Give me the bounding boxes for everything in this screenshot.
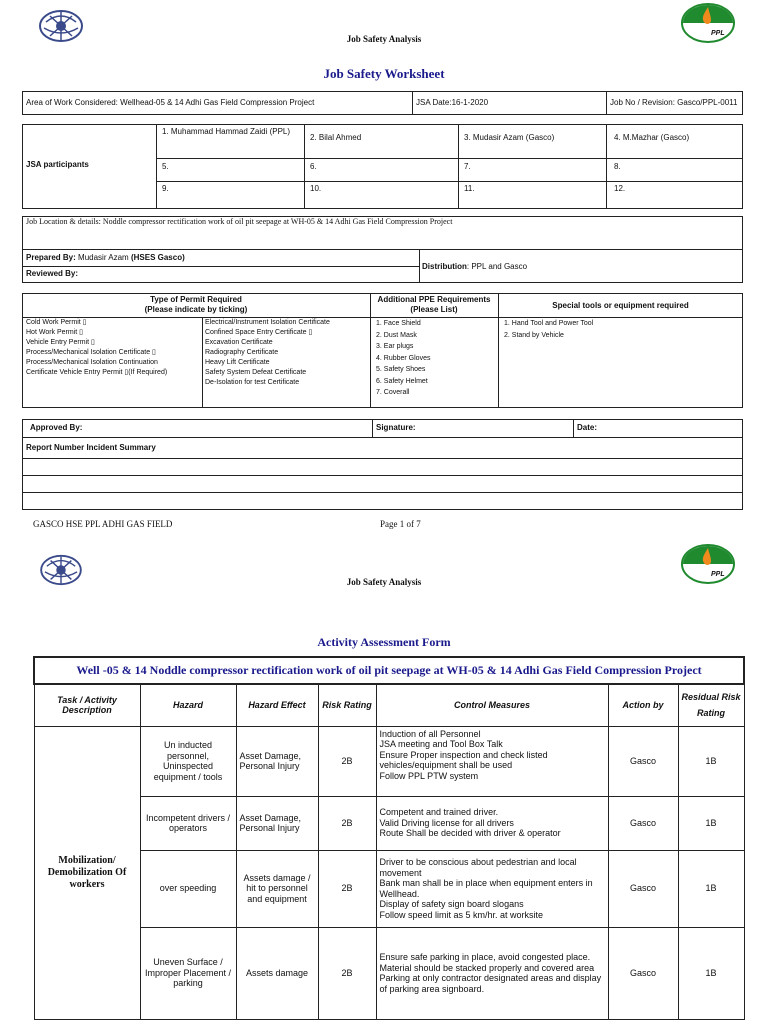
table-row: [34, 726, 744, 796]
hazard-cell: Incompetent drivers / operators: [140, 796, 236, 850]
col-control-measures: Control Measures: [376, 684, 608, 726]
ppe-item: 7. Coverall: [376, 389, 410, 396]
permit-item: Confined Space Entry Certificate ▯: [205, 329, 313, 336]
participant-4: 4. M.Mazhar (Gasco): [614, 133, 690, 142]
date-label: Date:: [577, 423, 598, 432]
controls-cell: Competent and trained driver. Valid Driving license for all drivers Route Shall be decided with driver & operator: [376, 796, 608, 850]
hazard-cell: Un inducted personnel, Uninspected equipment / tools: [140, 726, 236, 796]
task-description: Mobilization/ Demobilization Of workers: [34, 726, 140, 1019]
permit-item: Process/Mechanical Isolation Continuation: [26, 359, 158, 366]
participant-3: 3. Mudasir Azam (Gasco): [464, 133, 555, 142]
permit-item: Vehicle Entry Permit ▯: [26, 339, 95, 346]
participant-11: 11.: [464, 184, 475, 193]
permit-item: Cold Work Permit ▯: [26, 319, 87, 326]
participant-9: 9.: [162, 184, 169, 193]
risk-cell: 2B: [318, 927, 376, 1019]
participant-6: 6.: [310, 162, 317, 171]
permit-item: Electrical/Instrument Isolation Certificate: [205, 319, 330, 326]
controls-cell: Driver to be conscious about pedestrian and local movement Bank man shall be in place when equipment enters in Wellhead. Display of safety sign board slogans Follow speed limit as 5 km/hr. at worksite: [376, 850, 608, 927]
tool-item: 2. Stand by Vehicle: [504, 331, 564, 339]
reviewed-by-label: Reviewed By:: [26, 269, 79, 278]
ppe-item: 2. Dust Mask: [376, 331, 417, 339]
ppe-list: [376, 318, 430, 399]
participant-8: 8.: [614, 162, 621, 171]
risk-cell: 2B: [318, 726, 376, 796]
ppl-logo-text: PPL: [711, 571, 725, 578]
permit-item: Radiography Certificate: [205, 349, 279, 356]
doc-title: Job Safety Analysis: [346, 577, 422, 587]
job-no: Job No / Revision: Gasco/PPL-0011: [610, 98, 738, 107]
ppe-item: 3. Ear plugs: [376, 343, 414, 350]
table-row: [34, 927, 744, 1019]
col-task: Task / Activity Description: [34, 684, 140, 726]
residual-cell: 1B: [678, 796, 744, 850]
assessment-title: Activity Assessment Form: [317, 635, 451, 649]
ppl-logo: [681, 3, 735, 43]
participant-7: 7.: [464, 162, 471, 171]
footer-left: GASCO HSE PPL ADHI GAS FIELD: [33, 519, 173, 529]
effect-cell: Assets damage / hit to personnel and equipment: [236, 850, 318, 927]
permit-item: Certificate Vehicle Entry Permit ▯(If Required): [26, 369, 168, 376]
participant-10: 10.: [310, 184, 322, 193]
ppl-logo: [681, 544, 735, 584]
tools-list: [504, 318, 593, 341]
risk-cell: 2B: [318, 796, 376, 850]
risk-cell: 2B: [318, 850, 376, 927]
ppe-item: 1. Face Shield: [376, 320, 421, 327]
participants-label: JSA participants: [26, 160, 89, 169]
page-number: Page 1 of 7: [380, 519, 421, 529]
controls-cell: Ensure safe parking in place, avoid congested place. Material should be stacked properly and covered area Parking at only contractor designated areas and display of parking area signboard.: [376, 927, 608, 1019]
col-action-by: Action by: [608, 684, 678, 726]
col-risk-rating: Risk Rating: [318, 684, 376, 726]
ppl-logo-text: PPL: [711, 30, 725, 37]
permit-item: Safety System Defeat Certificate: [205, 369, 307, 376]
signature-label: Signature:: [376, 423, 416, 432]
participant-2: 2. Bilal Ahmed: [310, 133, 362, 142]
activity-assessment-table: [33, 656, 745, 1020]
permit-header: Type of Permit Required (Please indicate by ticking): [144, 295, 248, 314]
doc-title: Job Safety Analysis: [346, 34, 422, 44]
permit-item: Process/Mechanical Isolation Certificate ▯: [26, 349, 156, 356]
project-title: Well -05 & 14 Noddle compressor rectification work of oil pit seepage at WH-05 & 14 Adhi Gas Field Compression Project: [34, 657, 744, 684]
ppe-item: 4. Rubber Gloves: [376, 354, 431, 362]
action-cell: Gasco: [608, 850, 678, 927]
col-hazard-effect: Hazard Effect: [236, 684, 318, 726]
incident-label: Report Number Incident Summary: [26, 443, 156, 452]
job-location: Job Location & details: Noddle compressor rectification work of oil pit seepage at WH-05 & 14 Adhi Gas Field Compression Project: [26, 217, 453, 226]
col-hazard: Hazard: [140, 684, 236, 726]
residual-cell: 1B: [678, 850, 744, 927]
ppe-item: 5. Safety Shoes: [376, 366, 426, 373]
controls-cell: Induction of all Personnel JSA meeting and Tool Box Talk Ensure Proper inspection and check listed vehicles/equipment shall be used Follow PPL PTW system: [376, 726, 608, 796]
effect-cell: Asset Damage, Personal Injury: [236, 726, 318, 796]
jsa-date: JSA Date:16-1-2020: [416, 98, 489, 107]
ppe-item: 6. Safety Helmet: [376, 377, 428, 385]
action-cell: Gasco: [608, 927, 678, 1019]
action-cell: Gasco: [608, 796, 678, 850]
effect-cell: Asset Damage, Personal Injury: [236, 796, 318, 850]
worksheet-title: Job Safety Worksheet: [323, 66, 445, 81]
tools-header: Special tools or equipment required: [552, 301, 689, 310]
table-row: [34, 850, 744, 927]
participant-5: 5.: [162, 162, 169, 171]
distribution: Distribution: PPL and Gasco: [422, 262, 528, 271]
permit-item: Excavation Certificate: [205, 339, 273, 346]
hazard-cell: over speeding: [140, 850, 236, 927]
participant-1: 1. Muhammad Hammad Zaidi (PPL): [162, 127, 291, 136]
ppe-header: Additional PPE Requirements (Please List): [377, 295, 491, 314]
effect-cell: Assets damage: [236, 927, 318, 1019]
permit-item: De-Isolation for test Certificate: [205, 379, 300, 386]
permits-col-1: [26, 318, 167, 378]
prepared-by: Prepared By: Mudasir Azam (HSES Gasco): [26, 253, 185, 262]
residual-cell: 1B: [678, 927, 744, 1019]
participant-12: 12.: [614, 184, 626, 193]
action-cell: Gasco: [608, 726, 678, 796]
col-residual-risk: Residual Risk Rating: [678, 684, 744, 726]
permit-item: Heavy Lift Certificate: [205, 359, 270, 366]
table-row: [34, 796, 744, 850]
permit-item: Hot Work Permit ▯: [26, 329, 84, 336]
permits-col-2: [205, 318, 330, 388]
approved-by-label: Approved By:: [30, 423, 83, 432]
area-of-work: Area of Work Considered: Wellhead-05 & 14 Adhi Gas Field Compression Project: [26, 98, 315, 107]
residual-cell: 1B: [678, 726, 744, 796]
tool-item: 1. Hand Tool and Power Tool: [504, 320, 594, 327]
hazard-cell: Uneven Surface / Improper Placement / parking: [140, 927, 236, 1019]
